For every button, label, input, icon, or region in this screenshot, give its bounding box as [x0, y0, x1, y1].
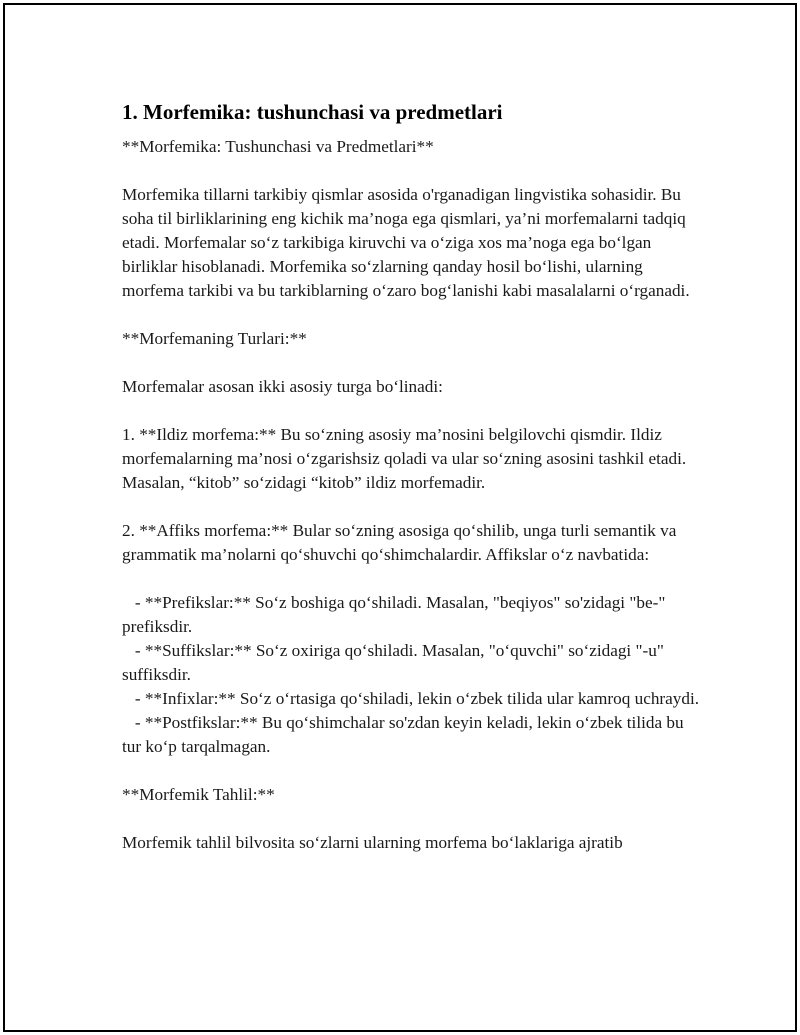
- list-item: - **Suffikslar:** So‘z oxiriga qo‘shiladi. Masalan, "o‘quvchi" so‘zidagi "-u" suffiksdir.: [122, 641, 669, 684]
- list-item: - **Infixlar:** So‘z o‘rtasiga qo‘shiladi, lekin o‘zbek tilida ular kamroq uchraydi.: [122, 689, 700, 708]
- type-affix-morpheme: 2. **Affiks morfema:** Bular so‘zning asosiga qo‘shilib, unga turli semantik va grammatik ma’nolarni qo‘shuvchi qo‘shimchalardir. Affikslar o‘z navbatida:: [122, 521, 681, 564]
- affix-list: [122, 591, 702, 759]
- document-title: 1. Morfemika: tushunchasi va predmetlari: [122, 100, 503, 124]
- intro-paragraph: Morfemika tillarni tarkibiy qismlar asosida o'rganadigan lingvistika sohasidir. Bu soha til birliklarining eng kichik ma’noga ega qismlari, ya’ni morfemalarni tadqiq etadi. Morfemalar so‘z tarkibiga kiruvchi va o‘ziga xos ma’noga ega bo‘lgan birliklar hisoblanadi. Morfemika so‘zlarning qanday hosil bo‘lishi, ularning morfema tarkibi va bu tarkiblarning o‘zaro bog‘lanishi kabi masalalarni o‘rganadi.: [122, 185, 690, 300]
- list-item: - **Prefikslar:** So‘z boshiga qo‘shiladi. Masalan, "beqiyos" so'zidagi "be-" prefiksdir.: [122, 593, 670, 636]
- document-body: [122, 97, 702, 855]
- section-heading: **Morfemika: Tushunchasi va Predmetlari**: [122, 137, 434, 156]
- types-heading: **Morfemaning Turlari:**: [122, 329, 307, 348]
- list-item: - **Postfikslar:** Bu qo‘shimchalar so'zdan keyin keladi, lekin o‘zbek tilida bu tur ko‘p tarqalmagan.: [122, 713, 688, 756]
- types-intro-paragraph: Morfemalar asosan ikki asosiy turga bo‘linadi:: [122, 377, 443, 396]
- analysis-paragraph: Morfemik tahlil bilvosita so‘zlarni ularning morfema bo‘laklariga ajratib: [122, 833, 623, 852]
- type-root-morpheme: 1. **Ildiz morfema:** Bu so‘zning asosiy ma’nosini belgilovchi qismdir. Ildiz morfemalarning ma’nosi o‘zgarishsiz qoladi va ular so‘zning asosini tashkil etadi. Masalan, “kitob” so‘zidagi “kitob” ildiz morfemadir.: [122, 425, 691, 492]
- analysis-heading: **Morfemik Tahlil:**: [122, 785, 275, 804]
- page-frame: [3, 3, 797, 1032]
